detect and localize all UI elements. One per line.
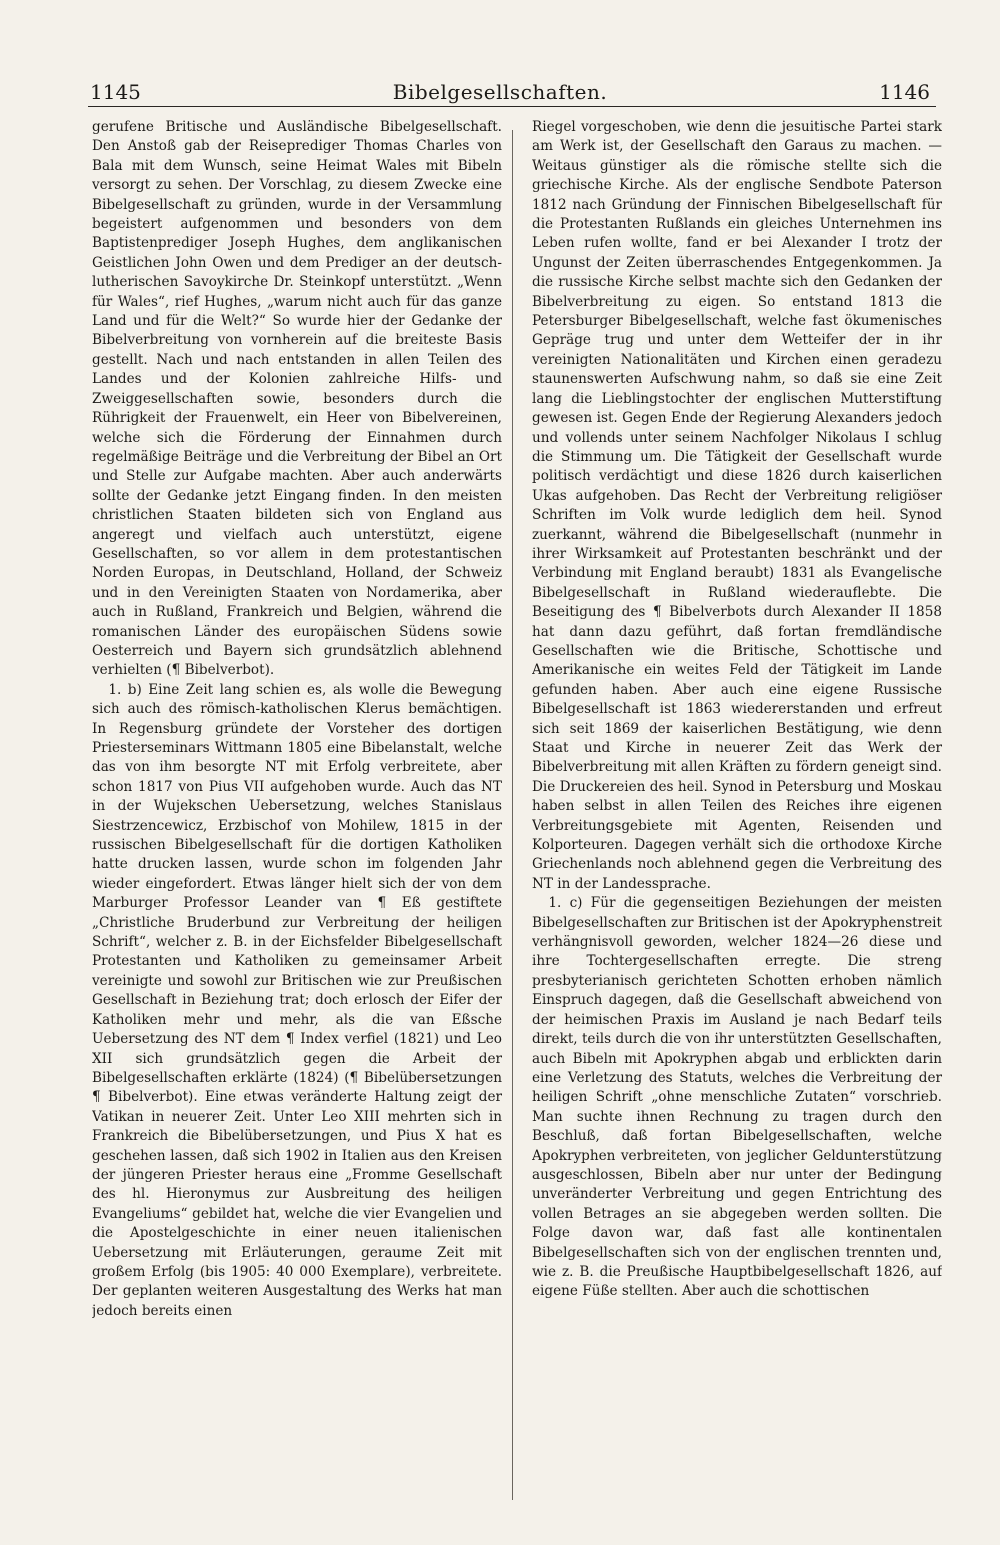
paragraph: gerufene Britische und Ausländische Bibelgesellschaft. Den Anstoß gab der Reiseprediger Thomas Charles von Bala mit dem Wunsch, seine Heimat Wales mit Bibeln versorgt zu sehen. Der Vorschlag, zu diesem Zwecke eine Bibelgesellschaft zu gründen, wurde in der Versammlung begeistert aufgenommen und besonders von dem Baptistenprediger Joseph Hughes, dem anglikanischen Geistlichen John Owen und dem Prediger an der deutsch-lutherischen Savoykirche Dr. Steinkopf unterstützt. „Wenn für Wales“, rief Hughes, „warum nicht auch für das ganze Land und für die Welt?“ So wurde hier der Gedanke der Bibelverbreitung von vornherein auf die breiteste Basis gestellt. Nach und nach entstanden in allen Teilen des Landes und der Kolonien zahlreiche Hilfs- und Zweiggesellschaften sowie, besonders durch die Rührigkeit der Frauenwelt, ein Heer von Bibelvereinen, welche sich die Förderung der Einnahmen durch regelmäßige Beiträge und die Verbreitung der Bibel an Ort und Stelle zur Aufgabe machten. Aber auch anderwärts sollte der Gedanke jetzt Eingang finden. In den meisten christlichen Staaten bildeten sich von England aus angeregt und vielfach auch unterstützt, eigene Gesellschaften, so vor allem in dem protestantischen Norden Europas, in Deutschland, Holland, der Schweiz und in den Vereinigten Staaten von Nordamerika, aber auch in Rußland, Frankreich und Belgien, während die romanischen Länder des europäischen Südens sowie Oesterreich und Bayern sich grundsätzlich ablehnend verhielten (¶ Bibelverbot). — [92, 119, 502, 679]
column-divider — [512, 130, 513, 1500]
header-rule — [88, 106, 936, 107]
paragraph: 1. c) Für die gegenseitigen Beziehungen der meisten Bibelgesellschaften zur Britischen ist der Apokryphenstreit verhängnisvoll geworden, welcher 1824—26 diese und ihre Tochtergesellschaften erregte. Die streng presbyterianisch gerichteten Schotten erhoben nämlich Einspruch dagegen, daß die Gesellschaft abweichend von der heimischen Praxis im Ausland je nach Bedarf teils direkt, teils durch die von ihr unterstützten Gesellschaften, auch Bibeln mit Apokryphen abgab und erblickten darin eine Verletzung des Statuts, welches die Verbreitung der heiligen Schrift „ohne menschliche Zutaten“ vorschrieb. Man suchte ihnen Rechnung zu tragen durch den Beschluß, daß fortan Bibelgesellschaften, welche Apokryphen verbreiteten, von jeglicher Geldunterstützung ausgeschlossen, Bibeln aber nur unter der Bedingung unveränderter Verbreitung und gegen Entrichtung des vollen Betrages an sie abgegeben werden sollten. Die Folge davon war, daß fast alle kontinentalen Bibelgesellschaften sich von der englischen trennten und, wie z. B. die Preußische Hauptbibelgesellschaft 1826, auf eigene Füße stellten. Aber auch die schottischen — [532, 895, 942, 1300]
running-title: Bibelgesellschaften. — [392, 80, 608, 104]
right-column — [532, 118, 942, 1508]
page-number-left: 1145 — [90, 80, 141, 104]
left-column — [92, 118, 502, 1508]
page-number-right: 1146 — [879, 80, 930, 104]
paragraph: Riegel vorgeschoben, wie denn die jesuitische Partei stark am Werk ist, der Gesellschaft den Garaus zu machen. — Weitaus günstiger als die römische stellte sich die griechische Kirche. Als der englische Sendbote Paterson 1812 nach Gründung der Finnischen Bibelgesellschaft für die Protestanten Rußlands ein gleiches Unternehmen ins Leben rufen wollte, fand er bei Alexander I trotz der Ungunst der Zeiten überraschendes Entgegenkommen. Ja die russische Kirche selbst machte sich den Gedanken der Bibelverbreitung zu eigen. So entstand 1813 die Petersburger Bibelgesellschaft, welche fast ökumenisches Gepräge trug und unter dem Wetteifer der in ihr vereinigten Nationalitäten und Kirchen einen geradezu staunenswerten Aufschwung nahm, so daß sie eine Zeit lang die Lieblingstochter der englischen Mutterstiftung gewesen ist. Gegen Ende der Regierung Alexanders jedoch und vollends unter seinem Nachfolger Nikolaus I schlug die Stimmung um. Die Tätigkeit der Gesellschaft wurde politisch verdächtigt und diese 1826 durch kaiserlichen Ukas aufgehoben. Das Recht der Verbreitung religiöser Schriften im Volk wurde lediglich dem heil. Synod zuerkannt, während die Bibelgesellschaft (nunmehr in ihrer Wirksamkeit auf Protestanten beschränkt und der Verbindung mit England beraubt) 1831 als Evangelische Bibelgesellschaft in Rußland wiederauflebte. Die Beseitigung des ¶ Bibelverbots durch Alexander II 1858 hat dann dazu geführt, daß fortan fremdländische Gesellschaften wie die Britische, Schottische und Amerikanische ein weites Feld der Tätigkeit im Lande gefunden haben. Aber auch eine eigene Russische Bibelgesellschaft ist 1863 wiedererstanden und erfreut sich seit 1869 der kaiserlichen Bestätigung, wie denn Staat und Kirche in neuerer Zeit das Werk der Bibelverbreitung mit allen Kräften zu fördern geneigt sind. Die Druckereien des heil. Synod in Petersburg und Moskau haben selbst in allen Teilen des Reiches ihre eigenen Verbreitungsgebiete mit Agenten, Reisenden und Kolporteuren. Dagegen verhält sich die orthodoxe Kirche Griechenlands noch ablehnend gegen die Verbreitung des NT in der Landessprache. — [532, 119, 942, 892]
paragraph: 1. b) Eine Zeit lang schien es, als wolle die Bewegung sich auch des römisch-katholischen Klerus bemächtigen. In Regensburg gründete der Vorsteher des dortigen Priesterseminars Wittmann 1805 eine Bibelanstalt, welche das von ihm besorgte NT mit Erfolg verbreitete, aber schon 1817 von Pius VII aufgehoben wurde. Auch das NT in der Wujekschen Uebersetzung, welches Stanislaus Siestrzencewicz, Erzbischof von Mohilew, 1815 in der russischen Bibelgesellschaft für die dortigen Katholiken hatte drucken lassen, wurde schon im folgenden Jahr wieder eingefordert. Etwas länger hielt sich der von dem Marburger Professor Leander van ¶ Eß gestiftete „Christliche Bruderbund zur Verbreitung der heiligen Schrift“, welcher z. B. in der Eichsfelder Bibelgesellschaft Protestanten und Katholiken zu gemeinsamer Arbeit vereinigte und sowohl zur Britischen wie zur Preußischen Gesellschaft in Beziehung trat; doch erlosch der Eifer der Katholiken mehr und mehr, als die van Eßsche Uebersetzung des NT dem ¶ Index verfiel (1821) und Leo XII sich grundsätzlich gegen die Arbeit der Bibelgesellschaften erklärte (1824) (¶ Bibelübersetzungen ¶ Bibelverbot). Eine etwas veränderte Haltung zeigt der Vatikan in neuerer Zeit. Unter Leo XIII mehrten sich in Frankreich die Bibelübersetzungen, und Pius X hat es geschehen lassen, daß sich 1902 in Italien aus den Kreisen der jüngeren Priester heraus eine „Fromme Gesellschaft des hl. Hieronymus zur Ausbreitung des heiligen Evangeliums“ gebildet hat, welche die vier Evangelien und die Apostelgeschichte in einer neuen italienischen Uebersetzung mit Erläuterungen, geraume Zeit mit großem Erfolg (bis 1905: 40 000 Exemplare), verbreitete. Der geplanten weiteren Ausgestaltung des Werks hat man jedoch bereits einen — [92, 681, 502, 1319]
